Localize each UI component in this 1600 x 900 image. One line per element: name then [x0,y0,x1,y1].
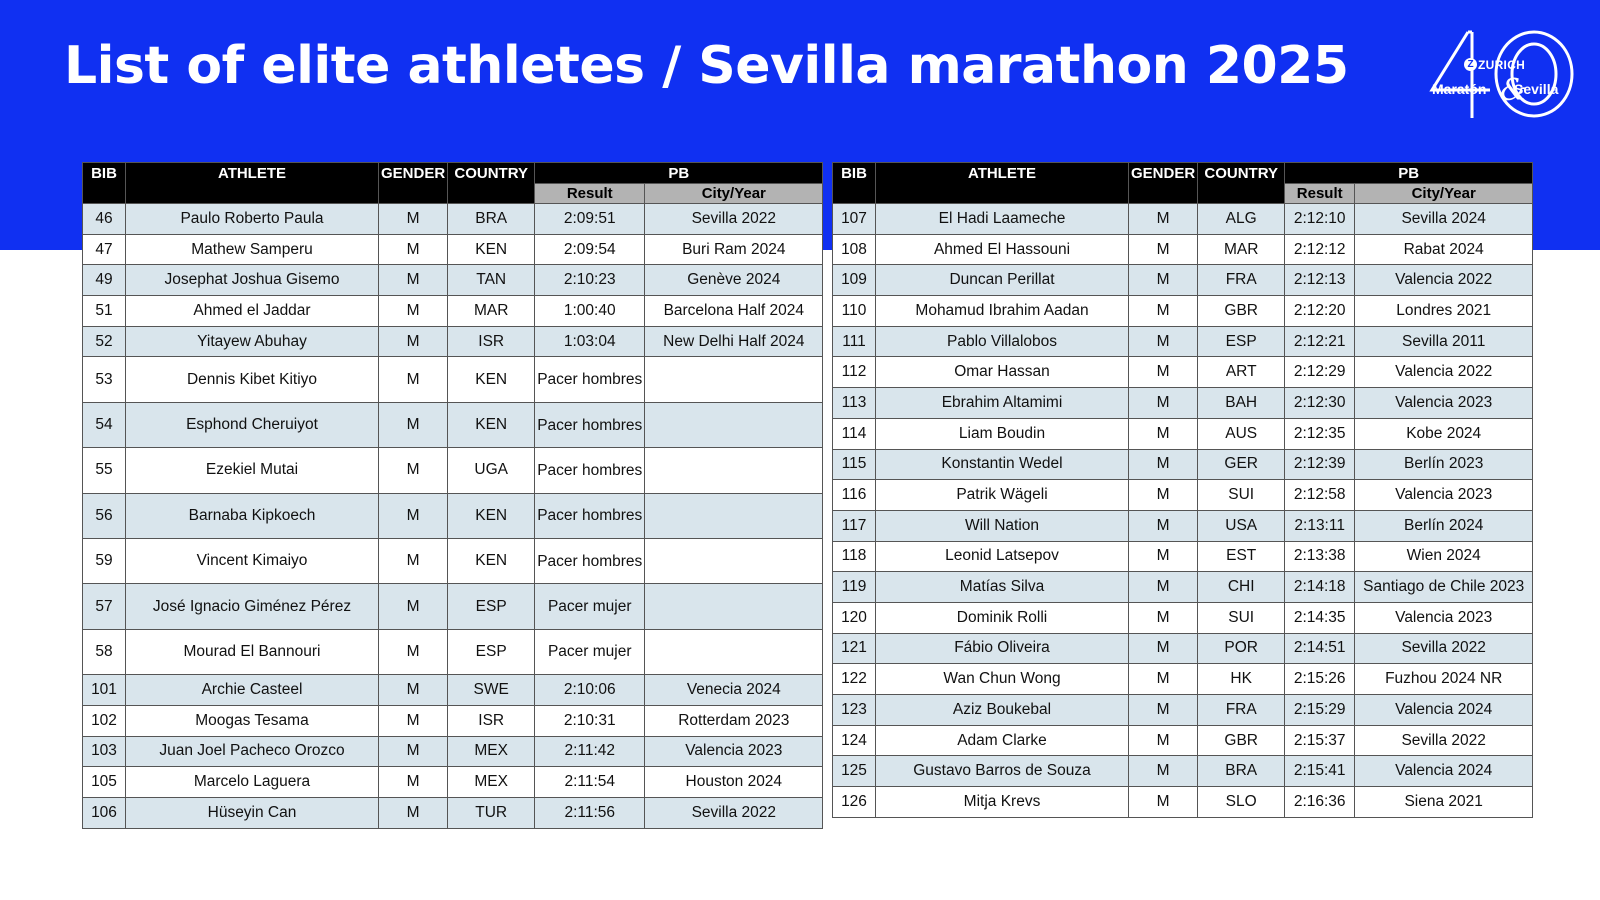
gender-cell: M [1129,296,1198,327]
table-row [83,296,823,327]
col-header-gender: GENDER [1129,163,1198,204]
country-cell: AUS [1198,418,1285,449]
pb-result-cell: 2:15:26 [1285,664,1355,695]
country-cell: POR [1198,633,1285,664]
bib-cell: 105 [83,767,126,798]
bib-cell: 126 [833,787,876,818]
athlete-name-cell: Pablo Villalobos [876,326,1129,357]
athlete-name-cell: Konstantin Wedel [876,449,1129,480]
pb-city-year-cell: Berlín 2024 [1355,510,1533,541]
table-row [83,629,823,674]
bib-cell: 113 [833,388,876,419]
pb-city-year-cell: Fuzhou 2024 NR [1355,664,1533,695]
pb-result-cell: 2:13:11 [1285,510,1355,541]
gender-cell: M [379,797,448,828]
athlete-name-cell: Dennis Kibet Kitiyo [126,357,379,402]
table-row [83,797,823,828]
pb-city-year-cell: Rabat 2024 [1355,234,1533,265]
col-header-bib: BIB [83,163,126,204]
table-row [83,326,823,357]
logo-brand: ZURICH [1478,58,1526,72]
pb-result-cell: 2:12:58 [1285,480,1355,511]
table-row [833,695,1533,726]
col-header-athlete: ATHLETE [126,163,379,204]
country-cell: GBR [1198,296,1285,327]
table-row [83,448,823,493]
pb-city-year-cell: Valencia 2024 [1355,695,1533,726]
bib-cell: 111 [833,326,876,357]
country-cell: KEN [448,357,535,402]
pb-result-cell: Pacer hombres [535,448,645,493]
pb-city-year-cell: Wien 2024 [1355,541,1533,572]
country-cell: CHI [1198,572,1285,603]
gender-cell: M [1129,418,1198,449]
bib-cell: 107 [833,204,876,235]
table-row [83,736,823,767]
bib-cell: 103 [83,736,126,767]
gender-cell: M [1129,234,1198,265]
bib-cell: 121 [833,633,876,664]
table-row [83,265,823,296]
bib-cell: 101 [83,675,126,706]
pb-result-cell: 2:15:29 [1285,695,1355,726]
col-header-city-year: City/Year [645,184,823,204]
gender-cell: M [379,204,448,235]
country-cell: UGA [448,448,535,493]
bib-cell: 58 [83,629,126,674]
athlete-name-cell: Mohamud Ibrahim Aadan [876,296,1129,327]
gender-cell: M [1129,725,1198,756]
country-cell: MAR [448,296,535,327]
bib-cell: 59 [83,539,126,584]
country-cell: FRA [1198,265,1285,296]
pb-result-cell: 2:14:18 [1285,572,1355,603]
country-cell: GER [1198,449,1285,480]
table-row [833,388,1533,419]
country-cell: KEN [448,539,535,584]
logo-40-outline-icon [1428,26,1576,126]
country-cell: TAN [448,265,535,296]
bib-cell: 57 [83,584,126,629]
pb-result-cell: 2:12:10 [1285,204,1355,235]
athlete-name-cell: Leonid Latsepov [876,541,1129,572]
bib-cell: 117 [833,510,876,541]
table-row [833,787,1533,818]
pb-result-cell: 2:12:39 [1285,449,1355,480]
athlete-name-cell: Patrik Wägeli [876,480,1129,511]
table-row [833,449,1533,480]
gender-cell: M [1129,695,1198,726]
athlete-name-cell: Fábio Oliveira [876,633,1129,664]
athlete-name-cell: Archie Casteel [126,675,379,706]
bib-cell: 106 [83,797,126,828]
gender-cell: M [1129,449,1198,480]
gender-cell: M [1129,265,1198,296]
pb-result-cell: Pacer hombres [535,493,645,538]
country-cell: BAH [1198,388,1285,419]
gender-cell: M [1129,633,1198,664]
table-row [83,204,823,235]
gender-cell: M [1129,602,1198,633]
table-row [833,756,1533,787]
country-cell: ISR [448,705,535,736]
bib-cell: 102 [83,705,126,736]
pb-city-year-cell: Valencia 2023 [1355,480,1533,511]
pb-result-cell: 2:10:23 [535,265,645,296]
pb-result-cell: 2:13:38 [1285,541,1355,572]
gender-cell: M [379,448,448,493]
pb-city-year-cell: Houston 2024 [645,767,823,798]
country-cell: MEX [448,736,535,767]
gender-cell: M [379,326,448,357]
pb-result-cell: Pacer hombres [535,402,645,447]
athlete-name-cell: Esphond Cheruiyot [126,402,379,447]
gender-cell: M [379,629,448,674]
bib-cell: 46 [83,204,126,235]
gender-cell: M [379,736,448,767]
country-cell: EST [1198,541,1285,572]
bib-cell: 118 [833,541,876,572]
pb-result-cell: 2:15:37 [1285,725,1355,756]
table-row [83,675,823,706]
table-row [83,493,823,538]
country-cell: SLO [1198,787,1285,818]
country-cell: ESP [448,629,535,674]
pb-result-cell: 2:12:29 [1285,357,1355,388]
gender-cell: M [379,584,448,629]
pb-city-year-cell: Venecia 2024 [645,675,823,706]
country-cell: ISR [448,326,535,357]
table-row [833,725,1533,756]
country-cell: ESP [1198,326,1285,357]
country-cell: KEN [448,234,535,265]
country-cell: SWE [448,675,535,706]
col-header-gender: GENDER [379,163,448,204]
pb-city-year-cell: Valencia 2022 [1355,265,1533,296]
athlete-name-cell: Ebrahim Altamimi [876,388,1129,419]
pb-city-year-cell: Valencia 2022 [1355,357,1533,388]
pb-city-year-cell [645,539,823,584]
athletes-table-body [83,204,823,829]
table-row [83,705,823,736]
pb-city-year-cell: Rotterdam 2023 [645,705,823,736]
table-row [833,664,1533,695]
pb-city-year-cell: Sevilla 2022 [645,204,823,235]
zurich-maraton-sevilla-40-logo [1428,26,1576,126]
bib-cell: 125 [833,756,876,787]
athlete-name-cell: Vincent Kimaiyo [126,539,379,584]
country-cell: ESP [448,584,535,629]
gender-cell: M [1129,787,1198,818]
athletes-table-right [832,162,1533,818]
pb-city-year-cell: New Delhi Half 2024 [645,326,823,357]
pb-result-cell: 2:14:51 [1285,633,1355,664]
table-row [83,767,823,798]
country-cell: TUR [448,797,535,828]
table-row [833,265,1533,296]
table-row [83,584,823,629]
athlete-name-cell: Ahmed El Hassouni [876,234,1129,265]
athlete-name-cell: Gustavo Barros de Souza [876,756,1129,787]
athlete-name-cell: José Ignacio Giménez Pérez [126,584,379,629]
pb-result-cell: 2:14:35 [1285,602,1355,633]
logo-text-right: Sevilla [1514,81,1559,97]
table-row [833,418,1533,449]
athlete-name-cell: Yitayew Abuhay [126,326,379,357]
bib-cell: 116 [833,480,876,511]
table-row [833,510,1533,541]
table-row [833,234,1533,265]
pb-city-year-cell: Sevilla 2022 [645,797,823,828]
table-row [833,296,1533,327]
bib-cell: 120 [833,602,876,633]
bib-cell: 109 [833,265,876,296]
athlete-name-cell: Wan Chun Wong [876,664,1129,695]
gender-cell: M [1129,510,1198,541]
gender-cell: M [1129,541,1198,572]
bib-cell: 114 [833,418,876,449]
pb-city-year-cell [645,629,823,674]
pb-city-year-cell [645,584,823,629]
pb-city-year-cell: Barcelona Half 2024 [645,296,823,327]
table-row [83,539,823,584]
pb-city-year-cell [645,402,823,447]
country-cell: HK [1198,664,1285,695]
bib-cell: 110 [833,296,876,327]
athlete-name-cell: Mitja Krevs [876,787,1129,818]
col-header-pb: PB [1285,163,1533,184]
bib-cell: 108 [833,234,876,265]
athlete-name-cell: El Hadi Laameche [876,204,1129,235]
athlete-name-cell: Barnaba Kipkoech [126,493,379,538]
gender-cell: M [1129,664,1198,695]
gender-cell: M [1129,326,1198,357]
pb-result-cell: 2:11:54 [535,767,645,798]
athletes-table-body [833,204,1533,818]
country-cell: BRA [448,204,535,235]
gender-cell: M [379,705,448,736]
pb-city-year-cell: Valencia 2023 [645,736,823,767]
table-row [83,234,823,265]
pb-result-cell: 2:12:35 [1285,418,1355,449]
pb-city-year-cell: Valencia 2023 [1355,602,1533,633]
pb-result-cell: 2:10:31 [535,705,645,736]
pb-result-cell: 2:12:21 [1285,326,1355,357]
country-cell: KEN [448,493,535,538]
table-row [833,602,1533,633]
pb-result-cell: 2:11:56 [535,797,645,828]
table-row [833,480,1533,511]
pb-result-cell: Pacer mujer [535,629,645,674]
pb-result-cell: Pacer mujer [535,584,645,629]
col-header-result: Result [1285,184,1355,204]
athlete-name-cell: Duncan Perillat [876,265,1129,296]
pb-result-cell: 2:12:20 [1285,296,1355,327]
pb-result-cell: 2:12:30 [1285,388,1355,419]
bib-cell: 55 [83,448,126,493]
country-cell: MEX [448,767,535,798]
pb-result-cell: 2:15:41 [1285,756,1355,787]
pb-city-year-cell [645,357,823,402]
athlete-name-cell: Dominik Rolli [876,602,1129,633]
bib-cell: 119 [833,572,876,603]
gender-cell: M [1129,357,1198,388]
gender-cell: M [1129,480,1198,511]
athlete-name-cell: Hüseyin Can [126,797,379,828]
athlete-name-cell: Ezekiel Mutai [126,448,379,493]
pb-city-year-cell: Valencia 2024 [1355,756,1533,787]
pb-city-year-cell: Buri Ram 2024 [645,234,823,265]
bib-cell: 115 [833,449,876,480]
table-row [833,541,1533,572]
country-cell: ALG [1198,204,1285,235]
table-row [833,357,1533,388]
pb-city-year-cell: Londres 2021 [1355,296,1533,327]
gender-cell: M [379,357,448,402]
page-title: List of elite athletes / Sevilla marathon 2025 [64,36,1349,96]
country-cell: GBR [1198,725,1285,756]
pb-city-year-cell: Berlín 2023 [1355,449,1533,480]
athlete-name-cell: Omar Hassan [876,357,1129,388]
country-cell: SUI [1198,602,1285,633]
gender-cell: M [1129,756,1198,787]
athlete-name-cell: Mathew Samperu [126,234,379,265]
gender-cell: M [1129,204,1198,235]
athlete-name-cell: Paulo Roberto Paula [126,204,379,235]
pb-result-cell: 2:11:42 [535,736,645,767]
bib-cell: 52 [83,326,126,357]
pb-city-year-cell [645,448,823,493]
pb-city-year-cell [645,493,823,538]
athlete-name-cell: Will Nation [876,510,1129,541]
gender-cell: M [379,296,448,327]
bib-cell: 124 [833,725,876,756]
table-row [833,633,1533,664]
athlete-name-cell: Aziz Boukebal [876,695,1129,726]
pb-city-year-cell: Sevilla 2024 [1355,204,1533,235]
pb-result-cell: 1:00:40 [535,296,645,327]
country-cell: FRA [1198,695,1285,726]
bib-cell: 51 [83,296,126,327]
athlete-name-cell: Juan Joel Pacheco Orozco [126,736,379,767]
pb-city-year-cell: Santiago de Chile 2023 [1355,572,1533,603]
country-cell: MAR [1198,234,1285,265]
bib-cell: 123 [833,695,876,726]
gender-cell: M [1129,572,1198,603]
country-cell: ART [1198,357,1285,388]
gender-cell: M [379,493,448,538]
bib-cell: 53 [83,357,126,402]
col-header-city-year: City/Year [1355,184,1533,204]
athlete-name-cell: Liam Boudin [876,418,1129,449]
col-header-country: COUNTRY [448,163,535,204]
pb-result-cell: 2:10:06 [535,675,645,706]
col-header-result: Result [535,184,645,204]
gender-cell: M [379,234,448,265]
table-row [833,326,1533,357]
pb-result-cell: Pacer hombres [535,539,645,584]
gender-cell: M [379,767,448,798]
country-cell: SUI [1198,480,1285,511]
pb-city-year-cell: Sevilla 2022 [1355,725,1533,756]
athlete-name-cell: Ahmed el Jaddar [126,296,379,327]
col-header-bib: BIB [833,163,876,204]
country-cell: USA [1198,510,1285,541]
pb-result-cell: 2:09:51 [535,204,645,235]
athlete-name-cell: Josephat Joshua Gisemo [126,265,379,296]
pb-city-year-cell: Sevilla 2022 [1355,633,1533,664]
gender-cell: M [1129,388,1198,419]
gender-cell: M [379,265,448,296]
pb-city-year-cell: Siena 2021 [1355,787,1533,818]
bib-cell: 122 [833,664,876,695]
col-header-pb: PB [535,163,823,184]
pb-result-cell: Pacer hombres [535,357,645,402]
pb-result-cell: 2:09:54 [535,234,645,265]
athlete-name-cell: Mourad El Bannouri [126,629,379,674]
bib-cell: 49 [83,265,126,296]
country-cell: KEN [448,402,535,447]
pb-city-year-cell: Genève 2024 [645,265,823,296]
pb-city-year-cell: Sevilla 2011 [1355,326,1533,357]
bib-cell: 112 [833,357,876,388]
gender-cell: M [379,539,448,584]
gender-cell: M [379,402,448,447]
pb-city-year-cell: Valencia 2023 [1355,388,1533,419]
table-row [83,402,823,447]
bib-cell: 47 [83,234,126,265]
athlete-name-cell: Matías Silva [876,572,1129,603]
pb-result-cell: 2:12:12 [1285,234,1355,265]
gender-cell: M [379,675,448,706]
pb-result-cell: 2:12:13 [1285,265,1355,296]
athlete-name-cell: Adam Clarke [876,725,1129,756]
table-row [833,572,1533,603]
bib-cell: 56 [83,493,126,538]
athlete-name-cell: Moogas Tesama [126,705,379,736]
zurich-z-icon: Z [1464,58,1477,71]
table-row [83,357,823,402]
table-row [833,204,1533,235]
athlete-name-cell: Marcelo Laguera [126,767,379,798]
svg-text:&: & [1500,73,1527,108]
col-header-athlete: ATHLETE [876,163,1129,204]
logo-text-left: Maratón [1432,81,1487,97]
athletes-table-left [82,162,823,829]
bib-cell: 54 [83,402,126,447]
pb-result-cell: 2:16:36 [1285,787,1355,818]
pb-city-year-cell: Kobe 2024 [1355,418,1533,449]
pb-result-cell: 1:03:04 [535,326,645,357]
col-header-country: COUNTRY [1198,163,1285,204]
country-cell: BRA [1198,756,1285,787]
